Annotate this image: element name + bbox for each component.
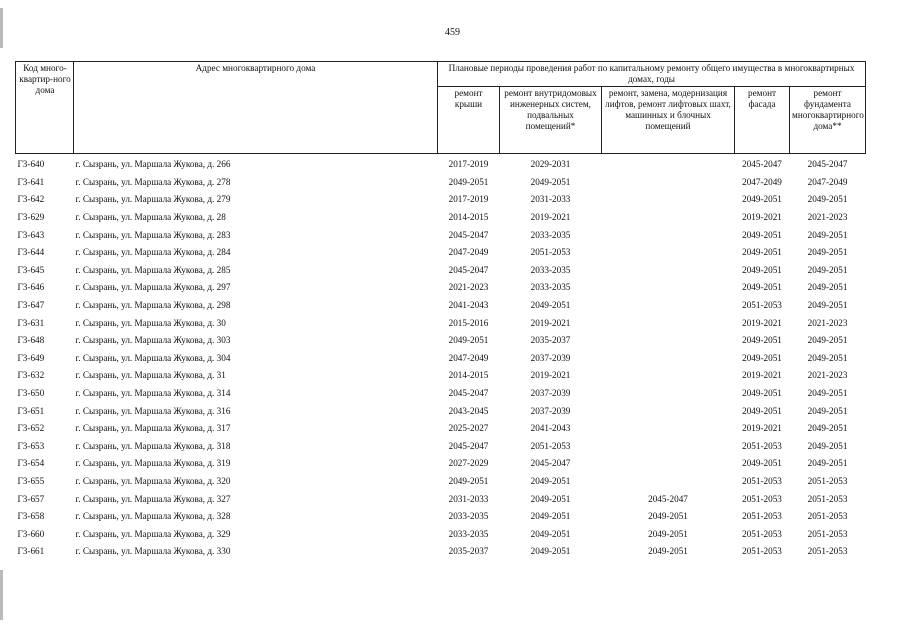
cell-code: Г3-642 [17,194,45,205]
header-foundation: ремонт фундамента многоквартирного дома** [790,87,866,154]
cell-address: г. Сызрань, ул. Маршала Жукова, д. 318 [75,440,231,451]
cell-code: Г3-648 [17,335,45,346]
cell-foundation: 2051-2053 [807,546,848,557]
cell-roof: 2021-2023 [448,282,489,293]
cell-lifts [602,438,735,456]
cell-roof: 2017-2019 [448,159,489,170]
table-row [16,455,866,473]
cell-roof: 2047-2049 [448,247,489,258]
cell-foundation: 2021-2023 [807,370,848,381]
cell-lifts [602,297,735,315]
table-row [16,438,866,456]
cell-roof: 2031-2033 [448,493,489,504]
cell-code: Г3-655 [17,475,45,486]
cell-lifts [602,154,735,174]
cell-engineering: 2049-2051 [530,475,571,486]
cell-address: г. Сызрань, ул. Маршала Жукова, д. 279 [75,194,231,205]
cell-engineering: 2037-2039 [530,352,571,363]
cell-roof: 2033-2035 [448,511,489,522]
cell-facade: 2019-2021 [742,317,782,328]
cell-engineering: 2033-2035 [530,282,571,293]
cell-engineering: 2049-2051 [530,176,571,187]
table-row [16,332,866,350]
cell-code: Г3-657 [17,493,45,504]
cell-engineering: 2049-2051 [530,511,571,522]
cell-foundation: 2049-2051 [807,300,848,311]
cell-foundation: 2021-2023 [807,212,848,223]
cell-facade: 2051-2053 [742,528,782,539]
cell-roof: 2014-2015 [448,370,489,381]
cell-address: г. Сызрань, ул. Маршала Жукова, д. 327 [75,493,231,504]
cell-roof: 2027-2029 [448,458,489,469]
cell-engineering: 2037-2039 [530,388,571,399]
cell-address: г. Сызрань, ул. Маршала Жукова, д. 31 [75,370,226,381]
cell-foundation: 2049-2051 [807,282,848,293]
cell-address: г. Сызрань, ул. Маршала Жукова, д. 330 [75,546,231,557]
cell-address: г. Сызрань, ул. Маршала Жукова, д. 285 [75,264,231,275]
cell-facade: 2049-2051 [742,352,782,363]
table-row [16,508,866,526]
cell-facade: 2049-2051 [742,194,782,205]
cell-engineering: 2045-2047 [530,458,571,469]
cell-address: г. Сызрань, ул. Маршала Жукова, д. 329 [75,528,231,539]
cell-facade: 2051-2053 [742,300,782,311]
cell-roof: 2045-2047 [448,229,489,240]
cell-address: г. Сызрань, ул. Маршала Жукова, д. 284 [75,247,231,258]
cell-facade: 2051-2053 [742,511,782,522]
cell-lifts [602,191,735,209]
cell-address: г. Сызрань, ул. Маршала Жукова, д. 316 [75,405,231,416]
cell-engineering: 2029-2031 [530,159,571,170]
cell-roof: 2045-2047 [448,388,489,399]
table-row [16,385,866,403]
cell-roof: 2047-2049 [448,352,489,363]
cell-lifts [602,350,735,368]
cell-foundation: 2049-2051 [807,352,848,363]
table-row [16,402,866,420]
cell-address: г. Сызрань, ул. Маршала Жукова, д. 297 [75,282,231,293]
table-header [16,62,866,154]
table-body [16,154,866,561]
cell-engineering: 2019-2021 [530,212,571,223]
table-row [16,262,866,280]
capital-repair-table [15,61,866,561]
cell-facade: 2049-2051 [742,264,782,275]
cell-facade: 2051-2053 [742,475,782,486]
cell-lifts: 2049-2051 [648,546,688,557]
cell-engineering: 2051-2053 [530,440,571,451]
cell-code: Г3-643 [17,229,45,240]
cell-facade: 2051-2053 [742,440,782,451]
cell-foundation: 2051-2053 [807,475,848,486]
cell-lifts: 2049-2051 [648,528,688,539]
cell-engineering: 2051-2053 [530,247,571,258]
cell-facade: 2051-2053 [742,493,782,504]
cell-engineering: 2033-2035 [530,229,571,240]
cell-foundation: 2051-2053 [807,528,848,539]
cell-lifts [602,402,735,420]
cell-address: г. Сызрань, ул. Маршала Жукова, д. 314 [75,388,231,399]
cell-lifts [602,226,735,244]
cell-foundation: 2049-2051 [807,423,848,434]
cell-engineering: 2037-2039 [530,405,571,416]
table-row [16,473,866,491]
cell-lifts [602,244,735,262]
table-row [16,279,866,297]
cell-engineering: 2033-2035 [530,264,571,275]
cell-engineering: 2031-2033 [530,194,571,205]
cell-roof: 2015-2016 [448,317,489,328]
cell-foundation: 2049-2051 [807,388,848,399]
cell-engineering: 2019-2021 [530,317,571,328]
cell-facade: 2049-2051 [742,458,782,469]
cell-foundation: 2049-2051 [807,405,848,416]
table-row [16,350,866,368]
cell-address: г. Сызрань, ул. Маршала Жукова, д. 304 [75,352,231,363]
cell-foundation: 2051-2053 [807,493,848,504]
cell-lifts [602,174,735,192]
cell-code: Г3-660 [17,528,45,539]
cell-foundation: 2045-2047 [807,159,848,170]
header-lifts: ремонт, замена, модернизация лифтов, ремонт лифтовых шахт, машинных и блочных помещений [602,87,735,154]
table-row [16,174,866,192]
cell-address: г. Сызрань, ул. Маршала Жукова, д. 30 [75,317,226,328]
cell-roof: 2033-2035 [448,528,489,539]
table-row [16,367,866,385]
cell-address: г. Сызрань, ул. Маршала Жукова, д. 320 [75,475,231,486]
cell-address: г. Сызрань, ул. Маршала Жукова, д. 278 [75,176,231,187]
cell-roof: 2025-2027 [448,423,489,434]
cell-roof: 2043-2045 [448,405,489,416]
table-row [16,543,866,561]
table-row [16,525,866,543]
cell-foundation: 2021-2023 [807,317,848,328]
table-row [16,244,866,262]
table-row [16,226,866,244]
cell-engineering: 2019-2021 [530,370,571,381]
header-roof: ремонт крыши [438,87,500,154]
cell-roof: 2014-2015 [448,212,489,223]
cell-code: Г3-650 [17,388,45,399]
cell-roof: 2045-2047 [448,440,489,451]
table-row [16,314,866,332]
cell-foundation: 2049-2051 [807,264,848,275]
cell-facade: 2049-2051 [742,247,782,258]
cell-address: г. Сызрань, ул. Маршала Жукова, д. 283 [75,229,231,240]
cell-address: г. Сызрань, ул. Маршала Жукова, д. 303 [75,335,231,346]
cell-code: Г3-658 [17,511,45,522]
header-engineering: ремонт внутридомовых инженерных систем, подвальных помещений* [500,87,602,154]
cell-roof: 2035-2037 [448,546,489,557]
cell-address: г. Сызрань, ул. Маршала Жукова, д. 28 [75,212,226,223]
cell-facade: 2049-2051 [742,388,782,399]
cell-engineering: 2049-2051 [530,493,571,504]
cell-engineering: 2049-2051 [530,546,571,557]
cell-foundation: 2049-2051 [807,247,848,258]
header-address: Адрес многоквартирного дома [74,62,438,154]
cell-foundation: 2049-2051 [807,335,848,346]
cell-facade: 2019-2021 [742,423,782,434]
table-row [16,191,866,209]
cell-lifts [602,279,735,297]
cell-roof: 2049-2051 [448,176,489,187]
page-number: 459 [445,27,460,38]
cell-lifts [602,314,735,332]
cell-facade: 2049-2051 [742,282,782,293]
cell-code: Г3-631 [17,317,45,328]
cell-facade: 2051-2053 [742,546,782,557]
cell-engineering: 2035-2037 [530,335,571,346]
cell-lifts: 2045-2047 [648,493,688,504]
cell-code: Г3-632 [17,370,45,381]
cell-roof: 2045-2047 [448,264,489,275]
cell-lifts [602,262,735,280]
cell-foundation: 2049-2051 [807,458,848,469]
cell-roof: 2049-2051 [448,475,489,486]
cell-code: Г3-652 [17,423,45,434]
cell-facade: 2049-2051 [742,335,782,346]
cell-facade: 2049-2051 [742,229,782,240]
cell-code: Г3-661 [17,546,45,557]
cell-address: г. Сызрань, ул. Маршала Жукова, д. 328 [75,511,231,522]
cell-lifts [602,473,735,491]
cell-facade: 2045-2047 [742,159,782,170]
cell-lifts [602,332,735,350]
cell-foundation: 2047-2049 [807,176,848,187]
cell-code: Г3-644 [17,247,45,258]
scan-edge-mark [0,570,3,620]
cell-roof: 2041-2043 [448,300,489,311]
table-row [16,154,866,174]
cell-address: г. Сызрань, ул. Маршала Жукова, д. 266 [75,159,231,170]
cell-foundation: 2049-2051 [807,440,848,451]
cell-engineering: 2049-2051 [530,300,571,311]
cell-address: г. Сызрань, ул. Маршала Жукова, д. 319 [75,458,231,469]
cell-lifts [602,385,735,403]
cell-address: г. Сызрань, ул. Маршала Жукова, д. 317 [75,423,231,434]
cell-code: Г3-641 [17,176,45,187]
cell-code: Г3-629 [17,212,45,223]
table-row [16,490,866,508]
header-code: Код много-квартир-ного дома [16,62,74,154]
cell-facade: 2049-2051 [742,405,782,416]
cell-facade: 2019-2021 [742,370,782,381]
table-row [16,420,866,438]
cell-lifts [602,420,735,438]
cell-facade: 2019-2021 [742,212,782,223]
cell-foundation: 2049-2051 [807,194,848,205]
header-periods-group: Плановые периоды проведения работ по капитальному ремонту общего имущества в многоквартирных домах, годы [438,62,866,87]
cell-code: Г3-653 [17,440,45,451]
cell-roof: 2049-2051 [448,335,489,346]
cell-foundation: 2049-2051 [807,229,848,240]
cell-code: Г3-647 [17,300,45,311]
cell-code: Г3-654 [17,458,45,469]
cell-engineering: 2049-2051 [530,528,571,539]
table-row [16,297,866,315]
cell-code: Г3-640 [17,159,45,170]
cell-code: Г3-646 [17,282,45,293]
cell-address: г. Сызрань, ул. Маршала Жукова, д. 298 [75,300,231,311]
cell-foundation: 2051-2053 [807,511,848,522]
cell-lifts: 2049-2051 [648,511,688,522]
cell-facade: 2047-2049 [742,176,782,187]
cell-code: Г3-649 [17,352,45,363]
cell-lifts [602,209,735,227]
cell-code: Г3-645 [17,264,45,275]
cell-code: Г3-651 [17,405,45,416]
table-row [16,209,866,227]
cell-roof: 2017-2019 [448,194,489,205]
cell-engineering: 2041-2043 [530,423,571,434]
cell-lifts [602,367,735,385]
header-facade: ремонт фасада [735,87,790,154]
cell-lifts [602,455,735,473]
